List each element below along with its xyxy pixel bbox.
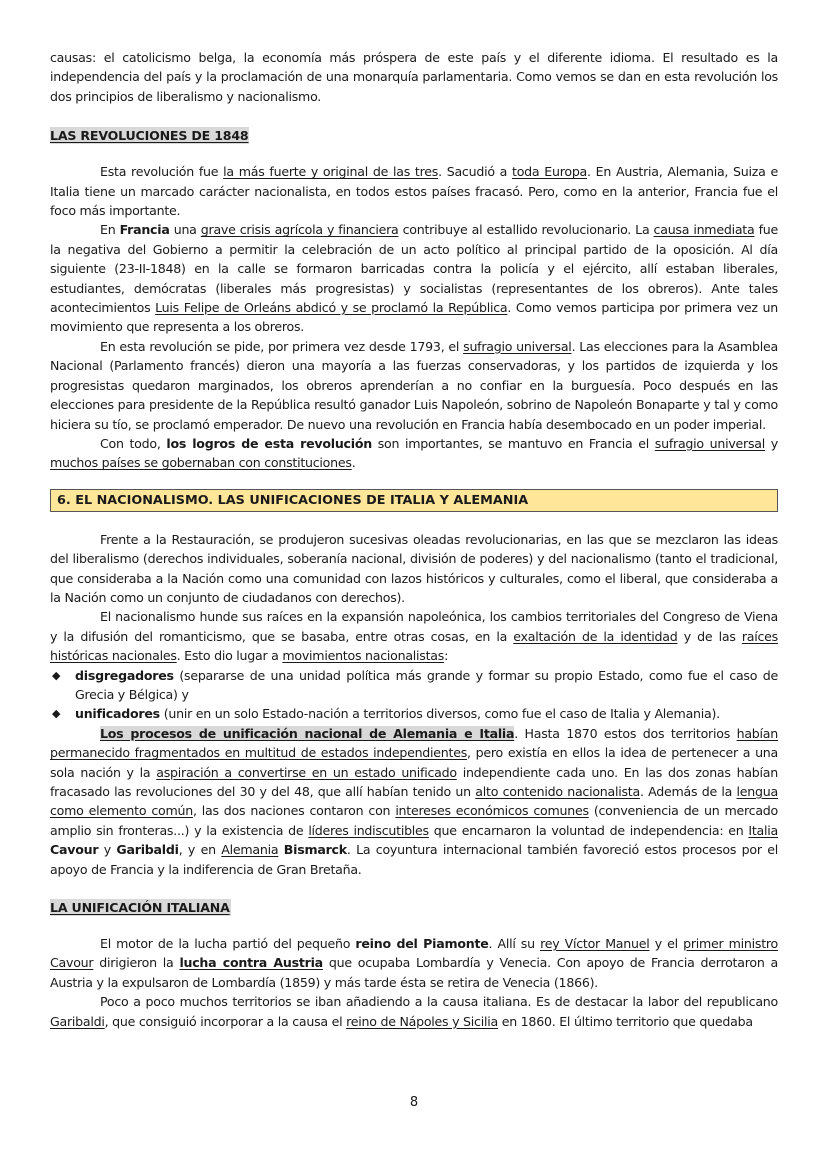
bullet-icon: ◆	[52, 668, 61, 682]
paragraph-italia-1: El motor de la lucha partió del pequeño reino del Piamonte. Allí su rey Víctor Manuel y el primer ministro Cavour dirigieron la lucha contra Austria que ocupaba Lombardía y Venecia. Con apoyo de Francia derrotaron a Austria y la expulsaron de Lombardía (1859) y más tarde ésta se retira de Venecia (1866).	[50, 936, 779, 990]
list-item: ◆ disgregadores (separarse de una unidad política más grande y formar su propio Estado, como fue el caso de Grecia y Bélgica) y	[52, 667, 778, 702]
paragraph-1848-2: En Francia una grave crisis agrícola y financiera contribuye al estallido revolucionario. La causa inmediata fue la negativa del Gobierno a permitir la celebración de un acto político al principal partido de la oposición. Al día siguiente (23-II-1848) en la calle se formaron barricadas contra la policía y el ejército, allí estaban liberales, estudiantes, demócratas (liberales más progresistas) y socialistas (representantes de los obreros). Ante tales acontecimientos Luis Felipe de Orleáns abdicó y se proclamó la República. Como vemos participa por primera vez un movimiento que representa a los obreros.	[50, 222, 778, 335]
nationalist-movements-list	[50, 666, 778, 724]
paragraph-1848-4: Con todo, los logros de esta revolución son importantes, se mantuvo en Francia el sufragio universal y muchos países se gobernaban con constituciones.	[50, 435, 778, 471]
section-heading-nacionalismo: 6. EL NACIONALISMO. LAS UNIFICACIONES DE ITALIA Y ALEMANIA	[50, 489, 778, 512]
list-item: ◆ unificadores (unir en un solo Estado-nación a territorios diversos, como fue el caso de Italia y Alemania).	[50, 704, 778, 723]
page-number: 8	[409, 1095, 419, 1110]
paragraph-italia-2: Poco a poco muchos territorios se iban añadiendo a la causa italiana. Es de destacar la labor del republicano Garibaldi, que consiguió incorporar a la causa el reino de Nápoles y Sicilia en 1860. El último territorio que quedaba	[50, 994, 778, 1029]
bullet-icon: ◆	[52, 707, 61, 721]
document-page	[50, 48, 778, 1031]
subheading-revoluciones-1848: LAS REVOLUCIONES DE 1848	[50, 128, 249, 144]
paragraph-1848-3: En esta revolución se pide, por primera vez desde 1793, el sufragio universal. Las elecciones para la Asamblea Nacional (Parlamento francés) dieron una mayoría a las fuerzas conservadoras, y los partidos de izquierda y los progresistas quedaron marginados, los obreros aprenderían a no confiar en la burguesía. Poco después en las elecciones para presidente de la República resultó ganador Luis Napoleón, sobrino de Napoleón Bonaparte y tal y como hiciera su tío, se proclamó emperador. De nuevo una revolución en Francia había desembocado en un poder imperial.	[50, 338, 778, 432]
subheading-unificacion-italiana: LA UNIFICACIÓN ITALIANA	[50, 900, 230, 916]
intro-paragraph: causas: el catolicismo belga, la economía más próspera de este país y el diferente idioma. El resultado es la independencia del país y la proclamación de una monarquía parlamentaria. Como vemos se dan en esta revolución los dos principios de liberalismo y nacionalismo.	[50, 50, 778, 104]
paragraph-nacionalismo-3: Los procesos de unificación nacional de Alemania e Italia. Hasta 1870 estos dos territorios habían permanecido fragmentados en multitud de estados independientes, pero existía en ellos la idea de pertenecer a una sola nación y la aspiración a convertirse en un estado unificado independiente cada uno. En las dos zonas habían fracasado las revoluciones del 30 y del 48, que allí habían tenido un alto contenido nacionalista. Además de la lengua como elemento común, las dos naciones contaron con intereses económicos comunes (conveniencia de un mercado amplio sin fronteras...) y la existencia de líderes indiscutibles que encarnaron la voluntad de independencia: en Italia Cavour y Garibaldi, y en Alemania Bismarck. La coyuntura internacional también favoreció estos procesos por el apoyo de Francia y la indiferencia de Gran Bretaña.	[50, 725, 778, 877]
paragraph-1848-1: Esta revolución fue la más fuerte y original de las tres. Sacudió a toda Europa. En Austria, Alemania, Suiza e Italia tiene un marcado carácter nacionalista, en todos estos países fracasó. Pero, como en la anterior, Francia fue el foco más importante.	[50, 164, 778, 219]
paragraph-nacionalismo-2: El nacionalismo hunde sus raíces en la expansión napoleónica, los cambios territoriales del Congreso de Viena y la difusión del romanticismo, que se basaba, entre otras cosas, en la exaltación de la identidad y de las raíces históricas nacionales. Esto dio lugar a movimientos nacionalistas:	[50, 609, 778, 664]
paragraph-nacionalismo-1: Frente a la Restauración, se produjeron sucesivas oleadas revolucionarias, en las que se mezclaron las ideas del liberalismo (derechos individuales, soberanía nacional, división de poderes) y del nacionalismo (tanto el tradicional, que consideraba a la Nación como una comunidad con lazos históricos y culturales, como el liberal, que consideraba a la Nación como un conjunto de ciudadanos con derechos).	[50, 531, 778, 605]
